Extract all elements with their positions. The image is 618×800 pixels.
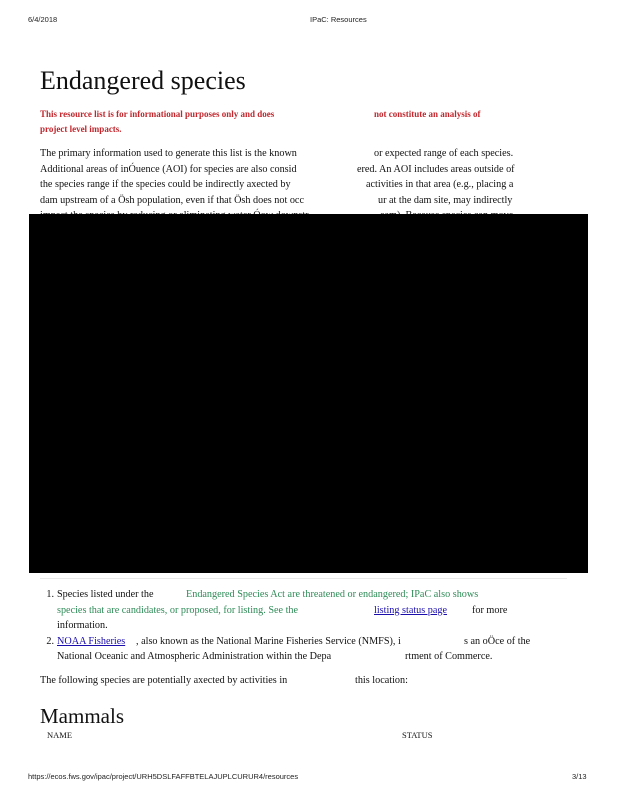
intro-right-3: activities in that area (e.g., placing a — [366, 179, 514, 190]
noaa-fisheries-link[interactable]: NOAA Fisheries — [57, 635, 126, 647]
following-text-2: this location: — [355, 675, 408, 686]
disclaimer-part-1: This resource list is for informational purposes only and does — [40, 109, 275, 119]
page-title: Endangered species — [40, 66, 246, 95]
redaction-block — [29, 214, 588, 573]
list-item-1-green-2: species that are candidates, or proposed, for listing. See the — [57, 604, 299, 616]
list-number-2: 2. — [46, 635, 54, 647]
intro-right-2: ered. An AOI includes areas outside of — [357, 163, 515, 175]
intro-left-1: The primary information used to generate this list is the known — [40, 148, 297, 159]
section-title-mammals: Mammals — [40, 704, 124, 728]
footer-page-number: 3/13 — [572, 772, 587, 781]
following-text-1: The following species are potentially aхected by activities in — [40, 675, 288, 686]
list-item-1-after: for more — [472, 604, 508, 616]
disclaimer-line-1 — [40, 109, 274, 119]
intro-right-4: ur at the dam site, may indirectly — [378, 194, 513, 206]
column-header-name: NAME — [47, 730, 73, 740]
print-header-title: IPaC: Resources — [310, 15, 367, 24]
list-number-1: 1. — [46, 589, 54, 600]
footer-url: https://ecos.fws.gov/ipac/project/URH5DSLFAFFBTELAJUPLCURUR4/resources — [28, 772, 299, 781]
list-item-1-lead: Species listed under the — [57, 589, 154, 600]
list-item-2-text-1: , also known as the National Marine Fisheries Service (NMFS), i — [136, 635, 401, 647]
intro-right-1: or expected range of each species. — [374, 148, 514, 159]
disclaimer-part-2: not constitute an analysis of — [374, 109, 481, 119]
list-item-1-green-1: Endangered Species Act are threatened or endangered; IPaC also shows — [186, 589, 479, 600]
list-item-1-line-3: information. — [57, 620, 108, 631]
column-header-status: STATUS — [402, 730, 433, 740]
disclaimer-line-2: project level impacts. — [40, 124, 122, 134]
list-item-2-text-2b: rtment of Commerce. — [405, 651, 493, 662]
listing-status-link[interactable]: listing status page — [374, 604, 448, 616]
intro-left-4: dam upstream of a Ösh population, even if that Ösh does not occ — [40, 194, 304, 206]
divider — [40, 578, 567, 579]
intro-left-3: the species range if the species could be indirectly aхected by — [40, 179, 291, 190]
print-date: 6/4/2018 — [28, 15, 58, 24]
list-item-2-text-1b: s an oÖce of the — [464, 635, 531, 647]
list-item-2-text-2a: National Oceanic and Atmospheric Administration within the Depa — [57, 651, 332, 662]
intro-left-2: Additional areas of inÓuence (AOI) for species are also consid — [40, 163, 297, 175]
